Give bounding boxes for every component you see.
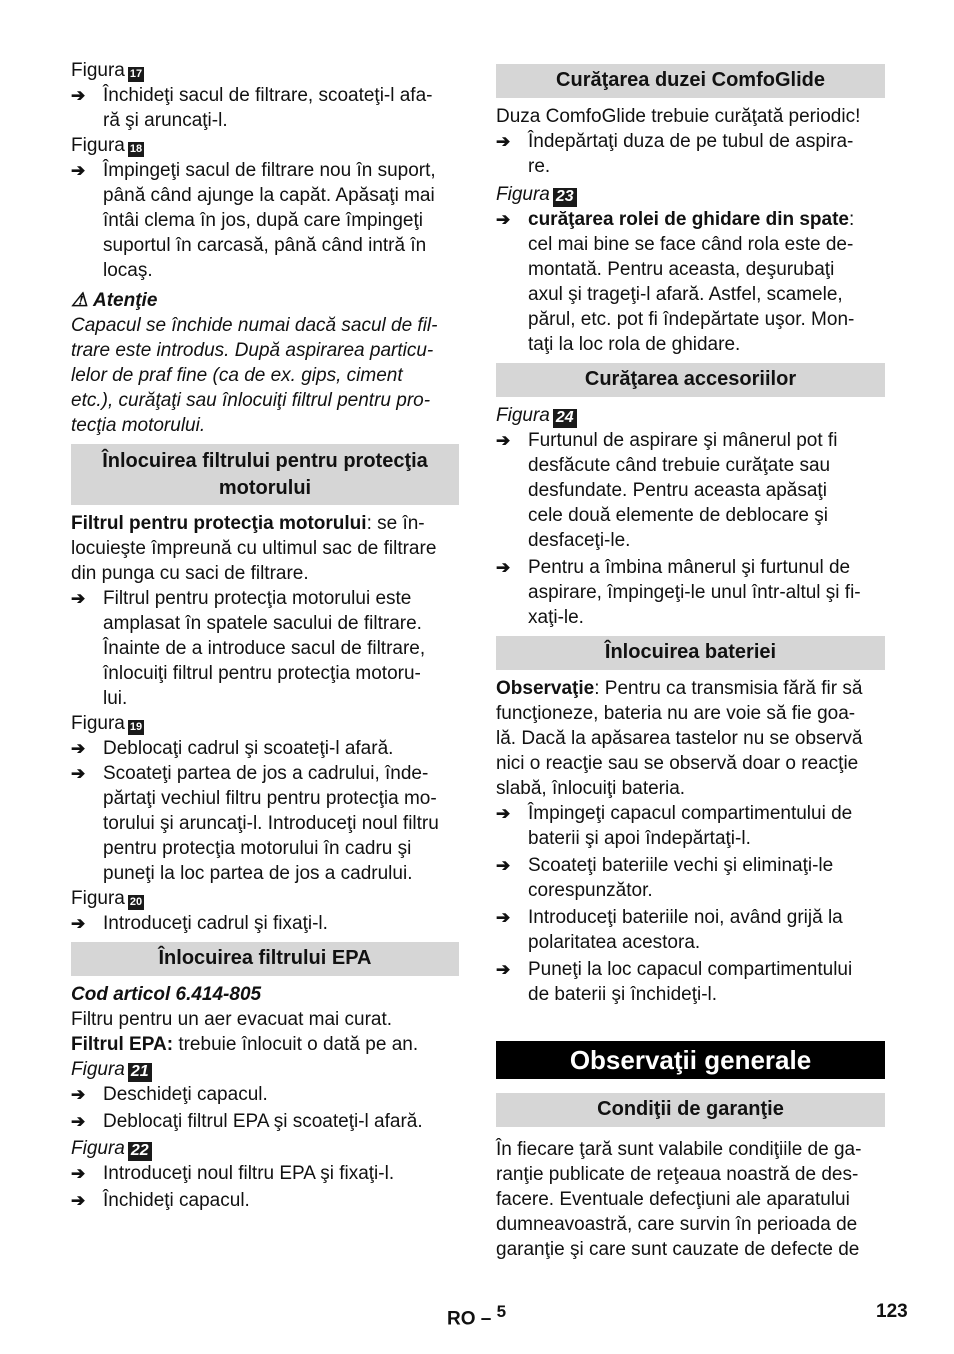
left-column [71,58,459,1213]
arrow-icon: ➔ [71,86,86,105]
figure-number-badge: 17 [129,68,143,80]
instruction-item: ➔ Deblocaţi filtrul EPA şi scoateţi-l afară. [71,1111,423,1132]
instruction-item: ➔ Filtrul pentru protecţia motorului este amplasat în spatele sacului de filtrare. Înainte de a introduce sacul de filtrare, înlocuiţi filtrul pentru protecţia motoru- lui. [71,588,426,709]
arrow-icon: ➔ [71,1085,86,1104]
paragraph: Duza ComfoGlide trebuie curăţată periodic! [496,106,861,127]
arrow-icon: ➔ [71,161,86,180]
arrow-icon: ➔ [496,132,511,151]
instruction-item: ➔ Împingeţi sacul de filtrare nou în suport, până când ajunge la capăt. Apăsaţi mai întâi clema în jos, după care împingeţi suportul în carcasă, până când intră în locaş. [71,160,436,281]
page-number: 123 [876,1301,908,1322]
arrow-icon: ➔ [71,589,86,608]
attention-title: ⚠ Atenţie [71,290,158,311]
arrow-icon: ➔ [496,210,511,229]
figure-number-badge: 19 [129,721,143,733]
figure-number-badge: 21 [128,1063,152,1082]
arrow-icon: ➔ [71,914,86,933]
paragraph: În fiecare ţară sunt valabile condiţiile de ga- ranţie publicate de reţeaua noastră de des- facere. Eventuale defecţiuni ale aparatului dumneavoastră, care survin în perioada de garanţie şi care sunt cauzate de defecte de [496,1139,862,1260]
instruction-item: ➔ Introduceţi cadrul şi fixaţi-l. [71,913,328,934]
paragraph: Filtrul pentru protecţia motorului: se în- locuieşte împreună cu ultimul sac de filtrare din punga cu saci de filtrare. [71,513,437,584]
arrow-icon: ➔ [71,1191,86,1210]
article-code: Cod articol 6.414-805 [71,984,262,1005]
arrow-icon: ➔ [496,856,511,875]
figure-number-badge: 23 [553,188,577,207]
section-heading: Înlocuirea bateriei [496,636,885,670]
instruction-item: ➔ Scoateţi partea de jos a cadrului, înde- părtaţi vechiul filtru pentru protecţia mo- torului şi aruncaţi-l. Introduceţi noul filtru pentru protecţia motorului în cadru şi puneţi la loc partea de jos a cadrului. [71,763,439,884]
right-column [496,64,885,1262]
figure-ref: Figura 24 [496,403,885,428]
instruction-item: ➔ curăţarea rolei de ghidare din spate: cel mai bine se face când rola este de- montată. Pentru aceasta, deşurubaţi axul şi trageţi-l afară. Astfel, scamele, părul, etc. pot fi îndepărtate uşor. Mon- taţi la loc rola de ghidare. [496,209,855,355]
instruction-item: ➔ Îndepărtaţi duza de pe tubul de aspira- re. [496,131,854,177]
paragraph: Filtrul EPA: trebuie înlocuit o dată pe an. [71,1034,419,1055]
arrow-icon: ➔ [496,558,511,577]
arrow-icon: ➔ [496,804,511,823]
figure-ref: Figura 19 [71,713,143,734]
paragraph: Observaţie: Pentru ca transmisia fără fir să funcţioneze, bateria nu are voie să fie goa- lă. Dacă la apăsarea tastelor nu se observă nici o reacţie sau se observă doar o reacţie slabă, înlocuiţi bateria. [496,678,863,799]
instruction-item: ➔ Închideţi sacul de filtrare, scoateţi-l afa- ră şi aruncaţi-l. [71,85,433,131]
arrow-icon: ➔ [71,1164,86,1183]
figure-number-badge: 22 [128,1142,152,1161]
arrow-icon: ➔ [496,431,511,450]
instruction-item: ➔ Împingeţi capacul compartimentului de baterii şi apoi îndepărtaţi-l. [496,803,853,849]
figure-ref: Figura 20 [71,888,143,909]
warning-icon: ⚠ [71,290,89,311]
chapter-heading: Observaţii generale [496,1041,885,1079]
figure-number-badge: 18 [129,143,143,155]
figure-number-badge: 24 [553,409,577,428]
section-heading: Curăţarea duzei ComfoGlide [496,64,885,98]
figure-number-badge: 20 [129,896,143,908]
figure-ref: Figura 17 [71,60,143,81]
figure-ref: Figura 18 [71,135,143,156]
arrow-icon: ➔ [496,960,511,979]
attention-text: Capacul se închide numai dacă sacul de fil- trare este introdus. După aspirarea particu- lelor de praf fine (ca de ex. gips, ciment etc.), curăţaţi sau înlocuiţi filtrul pentru pro- tecţia motorului. [71,315,438,436]
instruction-item: ➔ Închideţi capacul. [71,1190,250,1211]
section-heading: Înlocuirea filtrului EPA [71,942,459,976]
section-heading: Curăţarea accesoriilor [496,363,885,397]
footer-language-page: RO – $^5$ [447,1302,507,1330]
instruction-item: ➔ Scoateţi bateriile vechi şi eliminaţi-le corespunzător. [496,855,834,901]
figure-ref: Figura 21 [71,1057,459,1082]
instruction-item: ➔ Furtunul de aspirare şi mânerul pot fi desfăcute când trebuie curăţate sau desfundate. Pentru aceasta apăsaţi cele două elemente de deblocare şi desfaceţi-le. [496,430,838,551]
instruction-item: ➔ Deblocaţi cadrul şi scoateţi-l afară. [71,738,394,759]
arrow-icon: ➔ [71,764,86,783]
arrow-icon: ➔ [71,739,86,758]
instruction-item: ➔ Puneţi la loc capacul compartimentului de baterii şi închideţi-l. [496,959,853,1005]
section-heading: Înlocuirea filtrului pentru protecţia motorului [71,444,459,505]
section-heading: Condiţii de garanţie [496,1093,885,1127]
instruction-item: ➔ Introduceţi bateriile noi, având grijă la polaritatea acestora. [496,907,843,953]
instruction-item: ➔ Deschideţi capacul. [71,1084,268,1105]
instruction-item: ➔ Introduceţi noul filtru EPA şi fixaţi-l. [71,1163,395,1184]
figure-ref: Figura 23 [496,182,885,207]
instruction-item: ➔ Pentru a îmbina mânerul şi furtunul de aspirare, împingeţi-le unul într-altul şi fi- xaţi-le. [496,557,861,628]
arrow-icon: ➔ [496,908,511,927]
arrow-icon: ➔ [71,1112,86,1131]
paragraph: Filtru pentru un aer evacuat mai curat. [71,1009,393,1030]
figure-ref: Figura 22 [71,1136,459,1161]
